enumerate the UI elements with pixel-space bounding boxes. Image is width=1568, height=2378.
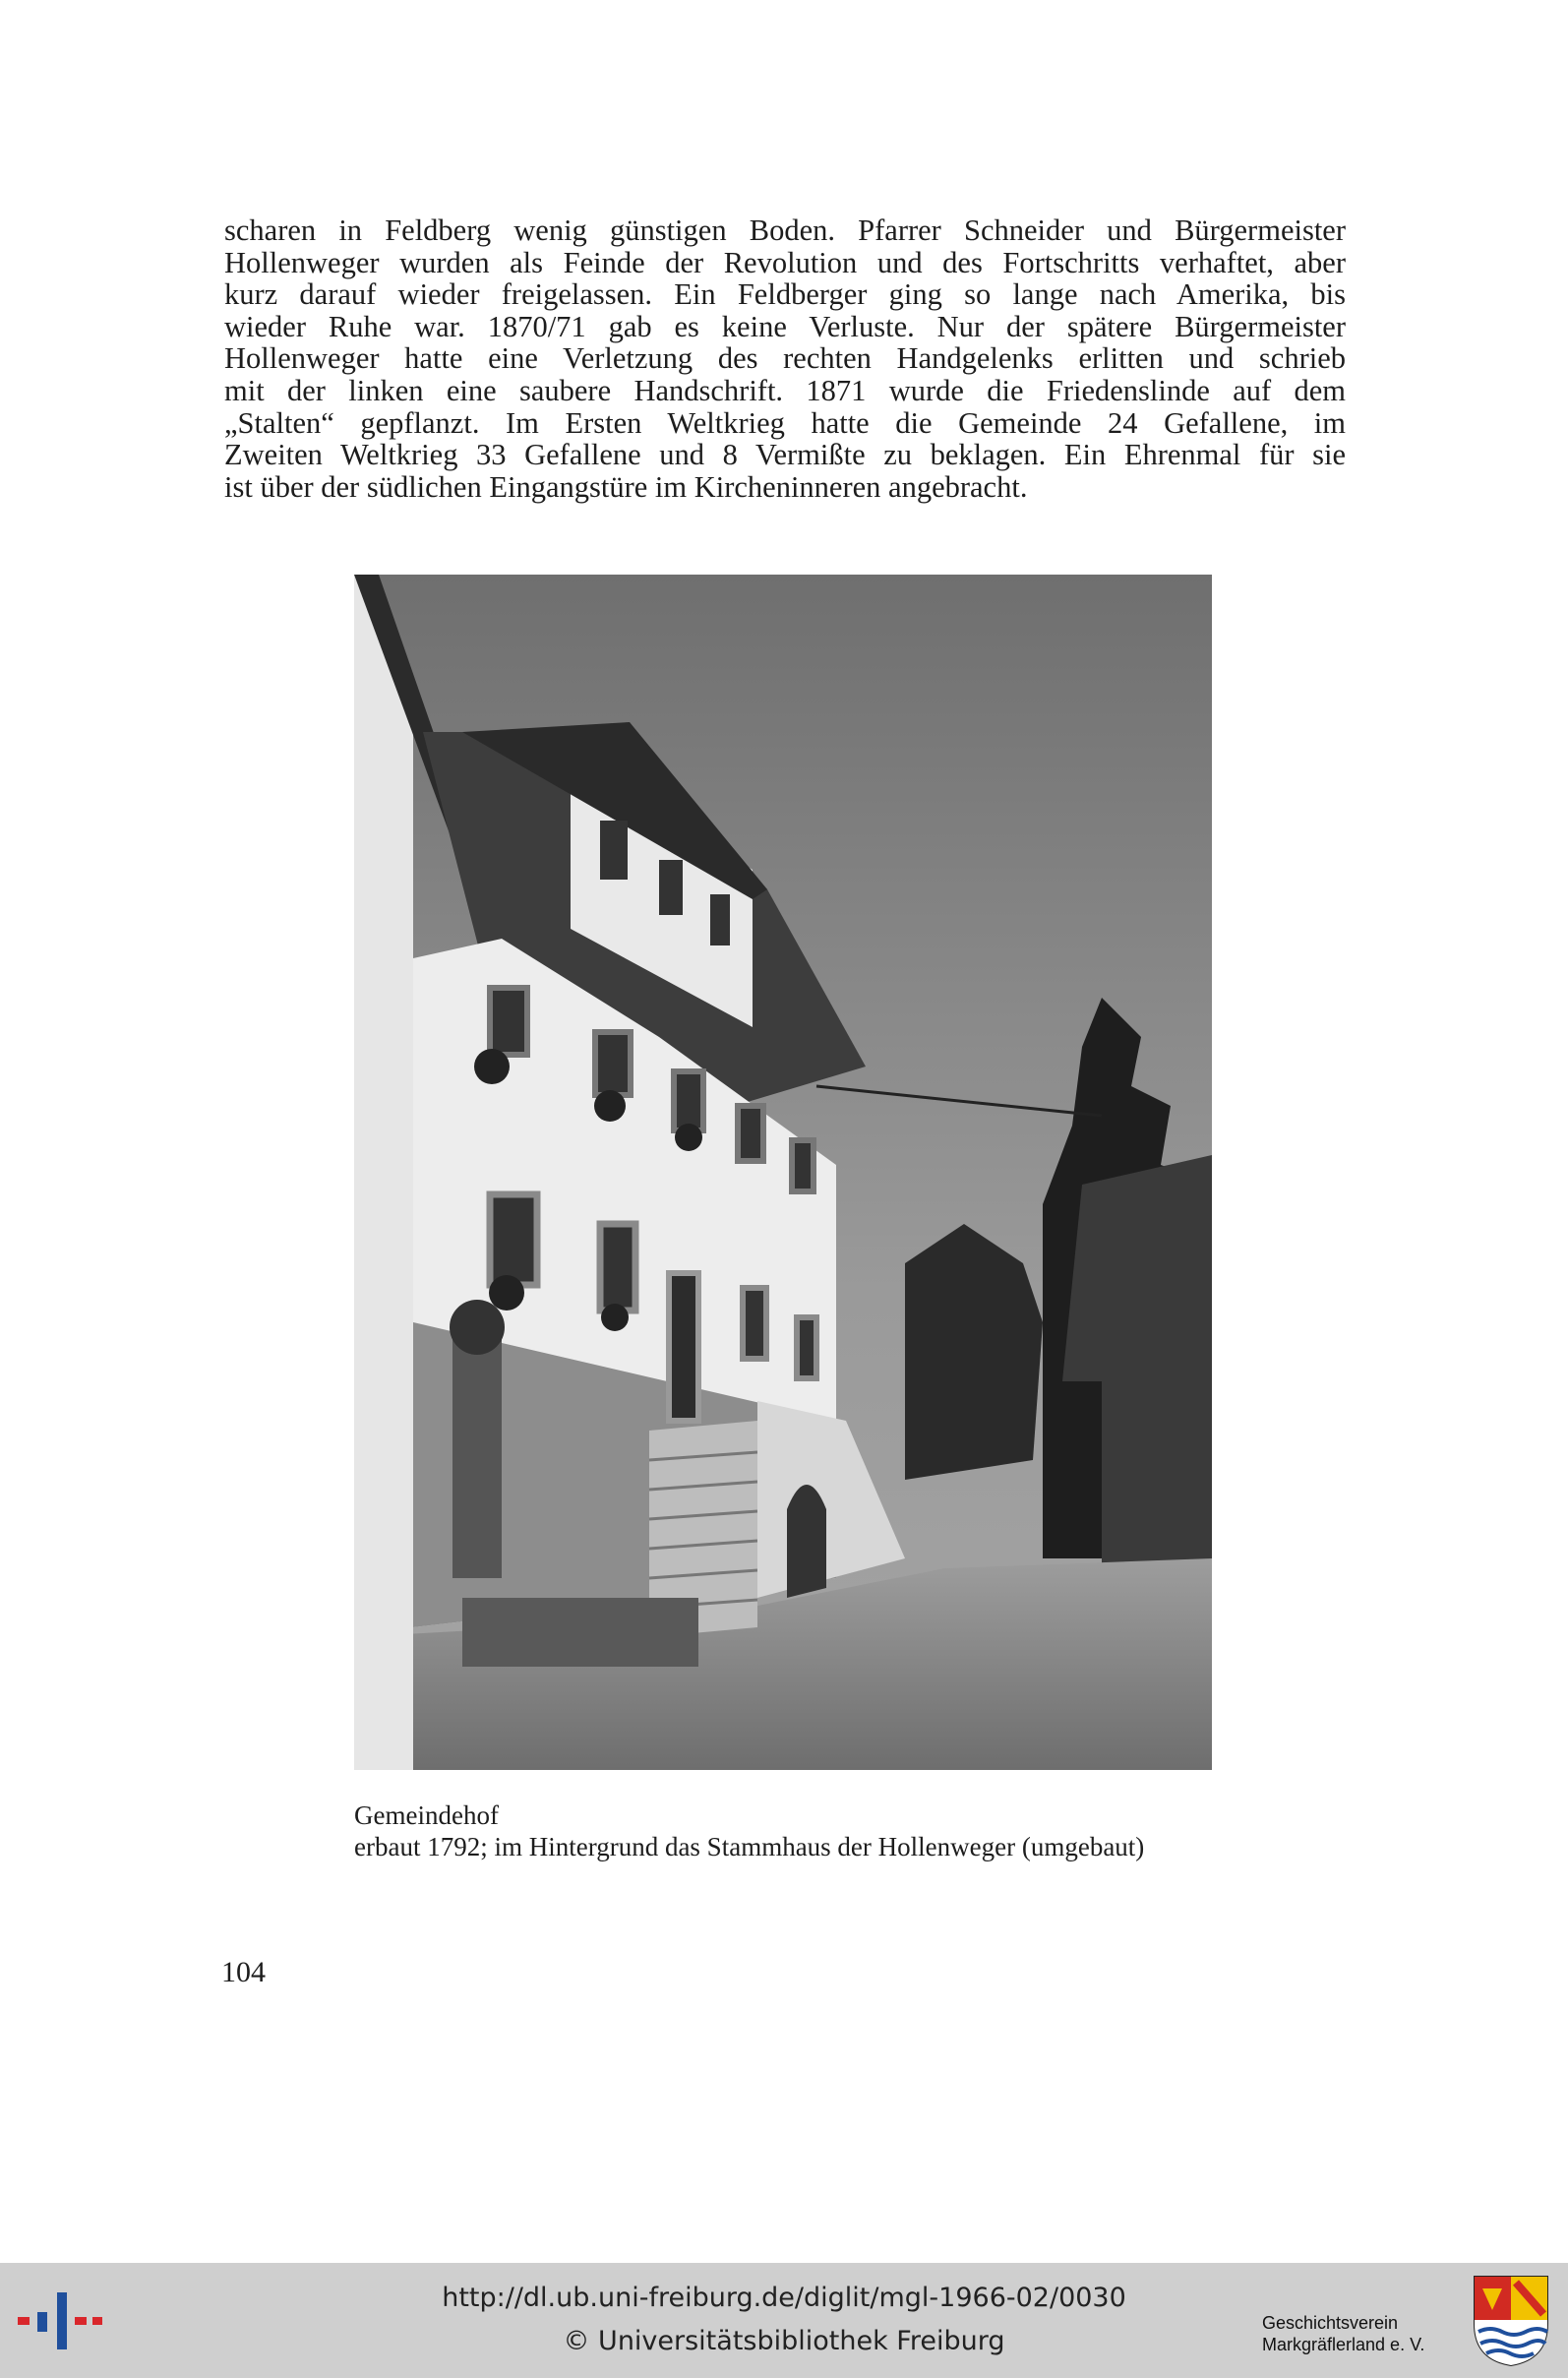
text-line: Hollenweger wurden als Feinde der Revolution und des Fortschritts verhaftet, aber	[224, 245, 1346, 279]
footer-bar	[0, 2263, 1568, 2378]
society-line-2: Markgräflerland e. V.	[1262, 2335, 1425, 2354]
text-line: Zweiten Weltkrieg 33 Gefallene und 8 Vermißte zu beklagen. Ein Ehrenmal für sie	[224, 438, 1346, 472]
caption-subtitle: erbaut 1792; im Hintergrund das Stammhaus der Hollenweger (umgebaut)	[354, 1832, 1145, 1861]
text-line: „Stalten“ gepflanzt. Im Ersten Weltkrieg hatte die Gemeinde 24 Gefallene, im	[224, 405, 1346, 440]
caption-title: Gemeindehof	[354, 1800, 499, 1830]
text-line: scharen in Feldberg wenig günstigen Boden. Pfarrer Schneider und Bürgermeister	[224, 213, 1346, 247]
text-line: kurz darauf wieder freigelassen. Ein Feldberger ging so lange nach Amerika, bis	[224, 277, 1346, 312]
photo-illustration	[354, 575, 1212, 1770]
society-line-1: Geschichtsverein	[1262, 2313, 1399, 2333]
society-name	[1262, 2312, 1424, 2355]
text-line: Hollenweger hatte eine Verletzung des rechten Handgelenks erlitten und schrieb	[224, 341, 1346, 376]
text-line: ist über der südlichen Eingangstüre im Kircheninneren angebracht.	[224, 469, 1028, 504]
footer-copyright: © Universitätsbibliothek Freiburg	[563, 2326, 1005, 2356]
text-line: wieder Ruhe war. 1870/71 gab es keine Verluste. Nur der spätere Bürgermeister	[224, 309, 1346, 343]
building-photo	[354, 575, 1212, 1770]
footer-url-link[interactable]: http://dl.ub.uni-freiburg.de/diglit/mgl-1966-02/0030	[442, 2283, 1126, 2313]
photo-caption	[354, 1799, 1144, 1862]
coat-of-arms-icon[interactable]	[1473, 2275, 1549, 2367]
page-number: 104	[221, 1956, 266, 1988]
text-line: mit der linken eine saubere Handschrift. 1871 wurde die Friedenslinde auf dem	[224, 373, 1346, 407]
body-text	[224, 214, 1346, 503]
